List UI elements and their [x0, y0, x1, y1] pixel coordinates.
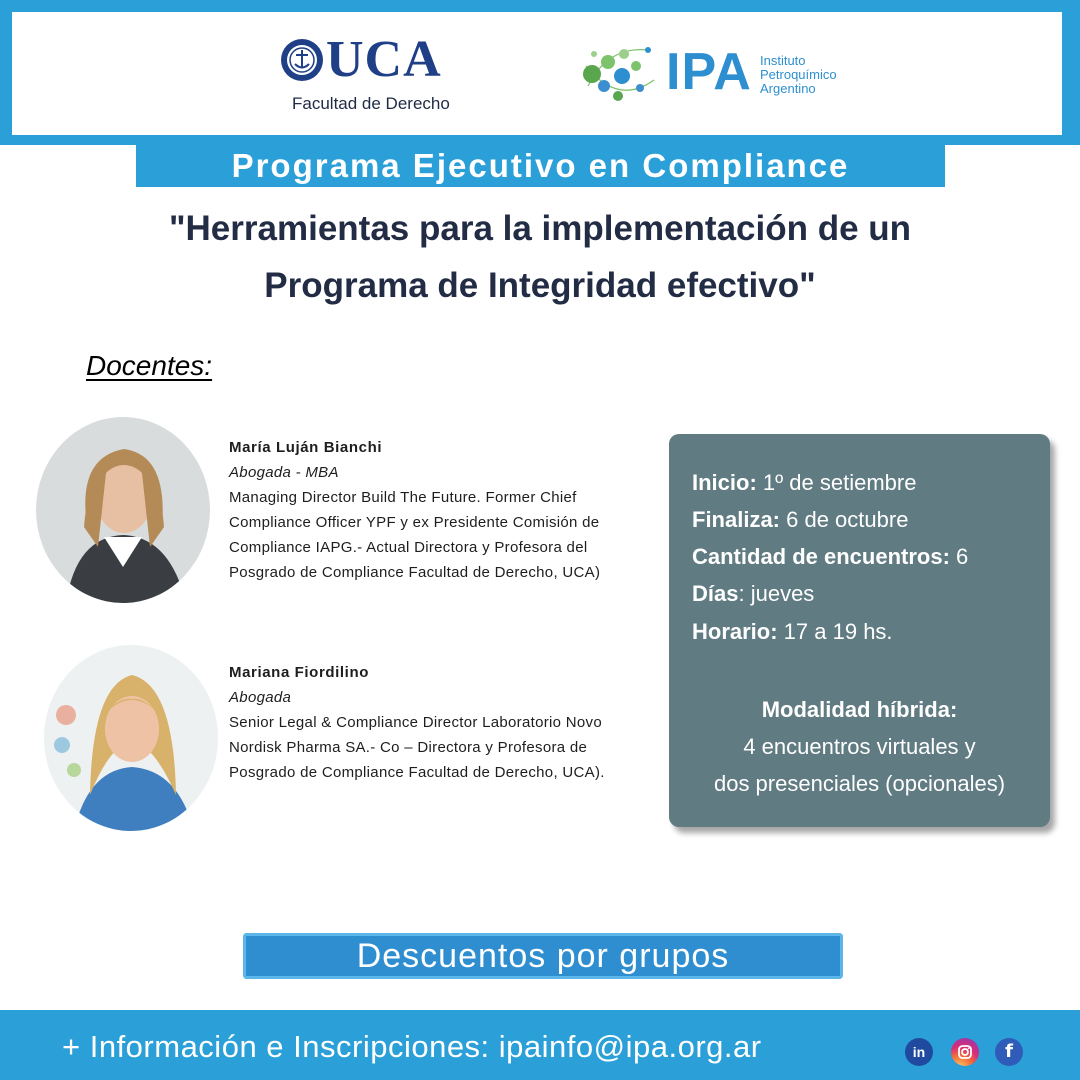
portrait-icon — [36, 417, 210, 603]
ipa-wordmark: IPA — [666, 43, 752, 101]
program-subtitle — [90, 200, 990, 314]
contact-info-link[interactable]: + Información e Inscripciones: ipainfo@ipa.org.ar — [62, 1029, 762, 1064]
header-logos-area — [12, 12, 1062, 135]
uca-wordmark: UCA — [326, 31, 442, 88]
ipa-molecule-icon — [578, 36, 660, 112]
subtitle-line-1: "Herramientas para la implementación de un — [168, 209, 912, 248]
info-finaliza — [692, 505, 908, 535]
info-value: 6 de octubre — [780, 507, 909, 532]
ipa-sub-line: Instituto — [760, 53, 806, 68]
info-horario — [692, 617, 893, 647]
teacher-role: Abogada - MBA — [229, 464, 339, 481]
teacher-photo-fiordilino — [44, 645, 218, 831]
instagram-glyph-icon — [951, 1038, 979, 1066]
info-value: : jueves — [738, 581, 815, 606]
teacher-bio-fiordilino — [229, 660, 619, 785]
portrait-icon — [44, 645, 218, 831]
modalidad-line: dos presenciales (opcionales) — [713, 771, 1006, 796]
modalidad-line: 4 encuentros virtuales y — [743, 734, 976, 759]
ipa-sub-line: Argentino — [760, 81, 816, 96]
facebook-icon[interactable]: f — [995, 1038, 1023, 1066]
uca-logo — [280, 31, 460, 116]
teacher-name: María Luján Bianchi — [229, 439, 383, 456]
ipa-sub-line: Petroquímico — [760, 67, 837, 82]
info-value: 6 — [949, 544, 969, 569]
teacher-role: Abogada — [229, 689, 292, 706]
teacher-description: Senior Legal & Compliance Director Laboratorio Novo Nordisk Pharma SA.- Co – Directora y Profesora de Posgrado de Compliance Facultad de Derecho, UCA). — [229, 714, 605, 781]
subtitle-line-2: Programa de Integridad efectivo" — [264, 266, 816, 305]
instagram-icon[interactable] — [951, 1038, 979, 1066]
info-key: Finaliza: — [692, 507, 781, 532]
group-discount-banner[interactable]: Descuentos por grupos — [243, 933, 843, 979]
program-title-banner: Programa Ejecutivo en Compliance — [136, 145, 945, 187]
teacher-name: Mariana Fiordilino — [229, 664, 369, 681]
info-encuentros — [692, 542, 968, 572]
info-dias — [692, 579, 814, 609]
uca-faculty-label: Facultad de Derecho — [292, 94, 450, 113]
info-key: Horario: — [692, 619, 778, 644]
uca-seal-icon — [280, 38, 324, 82]
modalidad-heading: Modalidad híbrida: — [761, 697, 958, 722]
info-value: 17 a 19 hs. — [777, 619, 893, 644]
info-key: Cantidad de encuentros: — [692, 544, 950, 569]
info-inicio — [692, 468, 916, 498]
teacher-bio-bianchi — [229, 435, 619, 585]
linkedin-icon[interactable]: in — [905, 1038, 933, 1066]
ipa-fullname — [760, 54, 837, 96]
info-modalidad — [669, 691, 1050, 802]
info-key: Días — [692, 581, 739, 606]
docentes-heading: Docentes: — [86, 350, 213, 381]
course-info-box — [669, 434, 1050, 827]
info-value: 1º de setiembre — [756, 470, 917, 495]
teacher-photo-bianchi — [36, 417, 210, 603]
ipa-logo — [578, 36, 868, 116]
teacher-description: Managing Director Build The Future. Former Chief Compliance Officer YPF y ex Presidente Comisión de Compliance IAPG.- Actual Directora y Profesora del Posgrado de Compliance Facultad de Derecho, UCA) — [229, 489, 601, 581]
info-key: Inicio: — [692, 470, 757, 495]
